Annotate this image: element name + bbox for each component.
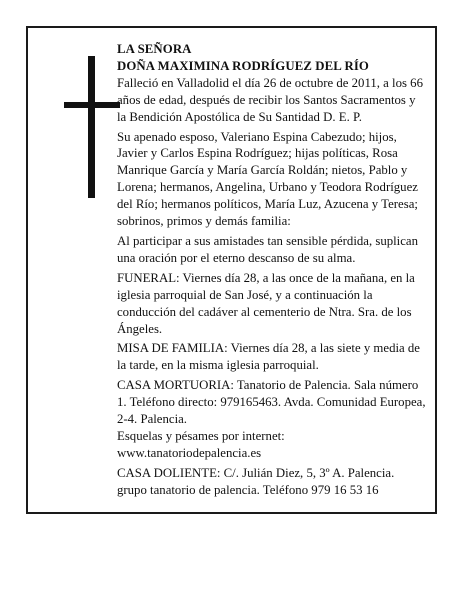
obituary-notice (26, 26, 437, 514)
cross-horizontal-bar (64, 102, 120, 108)
honorific: LA SEÑORA (117, 42, 192, 56)
cross-icon (64, 56, 120, 198)
funeral-details: FUNERAL: Viernes día 28, a las once de la mañana, en la iglesia parroquial de San José, y a continuación la conducción del cadáver al cementerio de Ntra. Sra. de los Ángeles. (117, 270, 415, 336)
group-contact: grupo tanatorio de palencia. Teléfono 979 16 53 16 (117, 482, 379, 497)
condolences-url[interactable]: www.tanatoriodepalencia.es (117, 445, 262, 460)
condolences-label: Esquelas y pésames por internet: (117, 428, 285, 443)
cross-vertical-bar (88, 56, 95, 198)
prayer-request: Al participar a sus amistades tan sensible pérdida, suplican una oración por el eterno descanso de su alma. (117, 233, 418, 265)
family-mass-details: MISA DE FAMILIA: Viernes día 28, a las siete y media de la tarde, en la misma iglesia parroquial. (117, 341, 420, 373)
death-statement: Falleció en Valladolid el día 26 de octubre de 2011, a los 66 años de edad, después de recibir los Santos Sacramentos y la Bendición Apostólica de Su Santidad D. E. P. (117, 75, 423, 124)
mourning-house-address: CASA DOLIENTE: C/. Julián Diez, 5, 3º A. Palencia. (117, 465, 395, 480)
notice-text (117, 41, 427, 499)
deceased-name: DOÑA MAXIMINA RODRÍGUEZ DEL RÍO (117, 58, 369, 73)
family-list: Su apenado esposo, Valeriano Espina Cabezudo; hijos, Javier y Carlos Espina Rodríguez; hijas políticas, Rosa Manrique García y María García Roldán; nietos, Pablo y Lorena; hermanos, Angelina, Urbano y Teodora Rodríguez del Río; hermanos políticos, María Luz, Azucena y Teresa; sobrinos, primos y demás familia: (117, 129, 418, 229)
funeral-home-details: CASA MORTUORIA: Tanatorio de Palencia. Sala número 1. Teléfono directo: 979165463. Avda. Comunidad Europea, 2-4. Palencia. (117, 378, 426, 427)
